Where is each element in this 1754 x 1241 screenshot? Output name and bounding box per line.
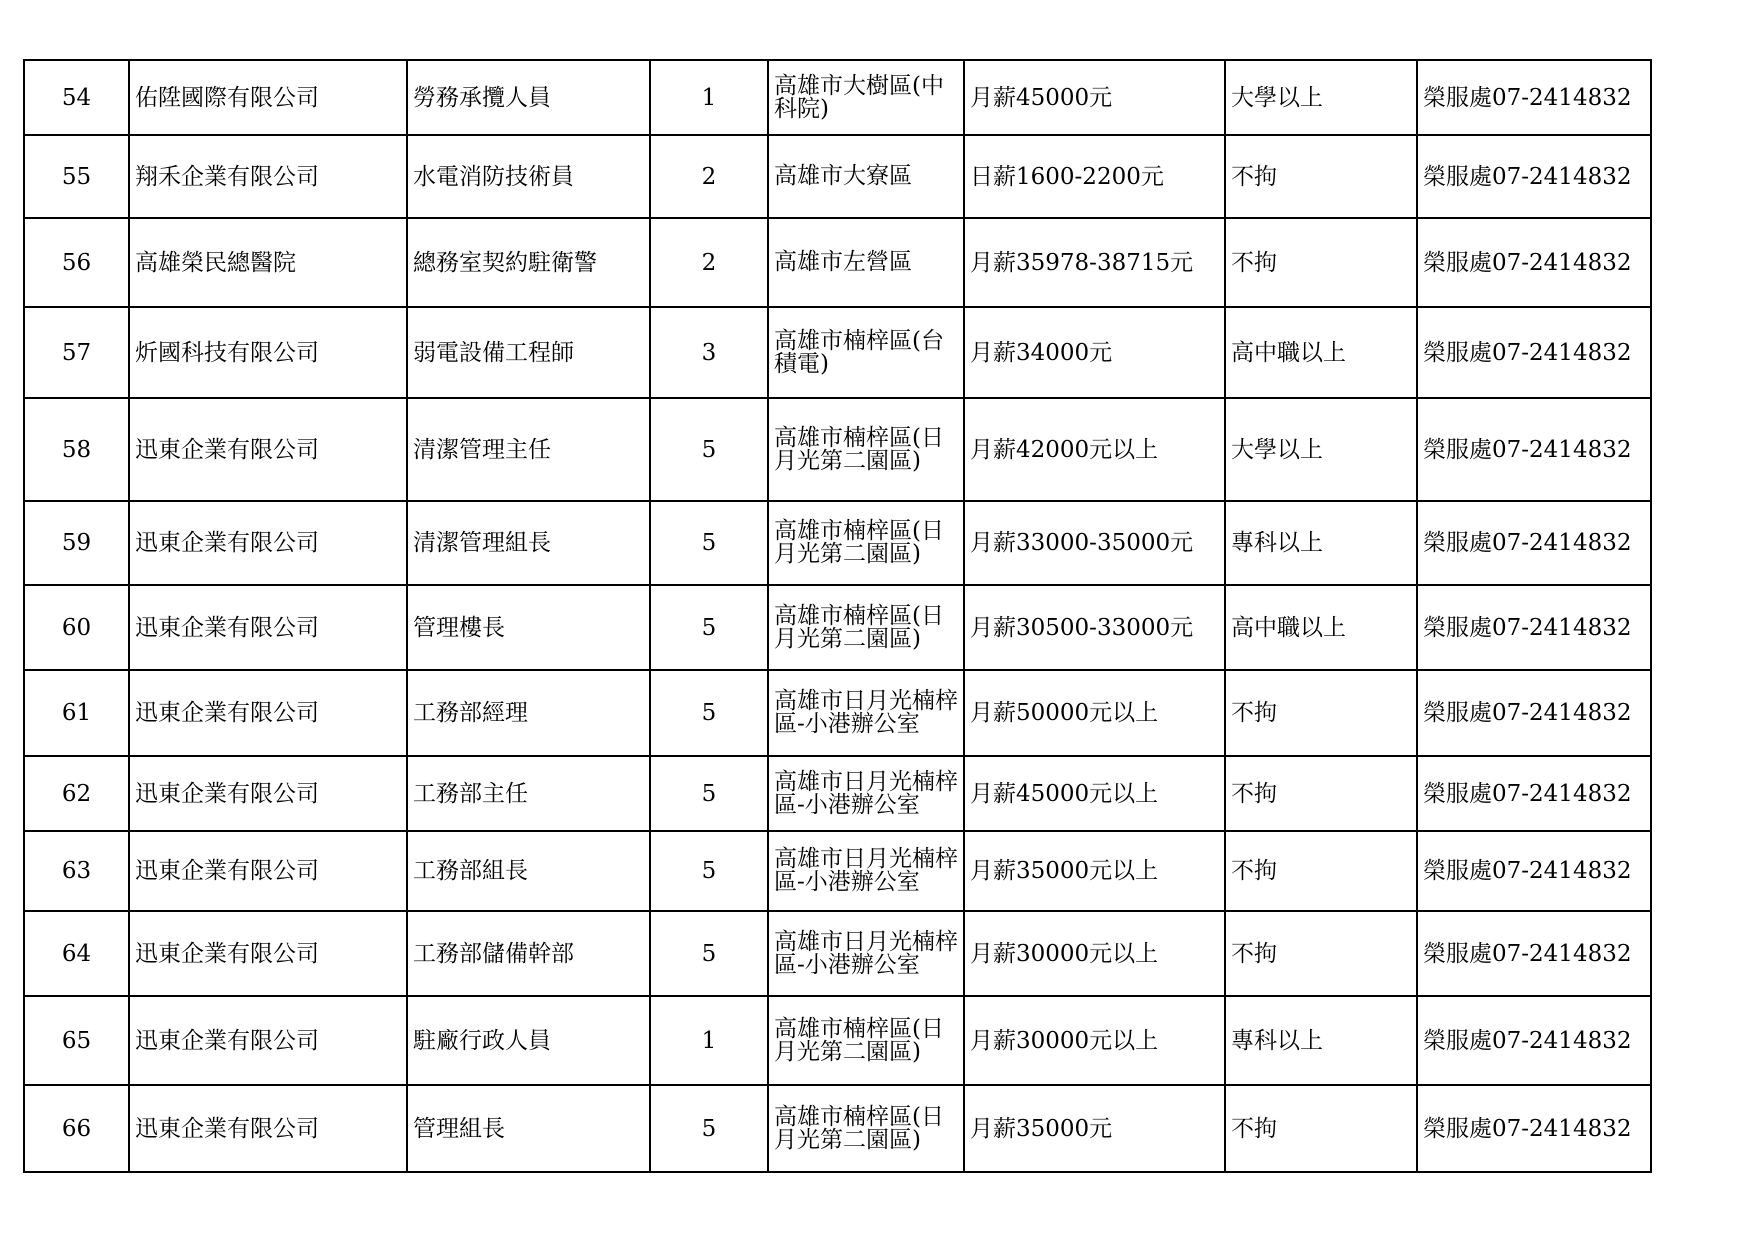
row-number: 66 [24, 1085, 129, 1172]
table-row [24, 307, 1651, 398]
job-title: 總務室契約駐衛警 [407, 218, 650, 307]
row-number: 57 [24, 307, 129, 398]
company-name: 迅東企業有限公司 [129, 501, 407, 585]
job-title: 弱電設備工程師 [407, 307, 650, 398]
row-number: 62 [24, 756, 129, 831]
table-row [24, 831, 1651, 911]
company-name: 迅東企業有限公司 [129, 831, 407, 911]
row-number: 54 [24, 60, 129, 135]
row-number: 63 [24, 831, 129, 911]
education-requirement: 不拘 [1225, 831, 1417, 911]
table-row [24, 218, 1651, 307]
education-requirement: 專科以上 [1225, 501, 1417, 585]
company-name: 迅東企業有限公司 [129, 670, 407, 756]
salary: 月薪34000元 [964, 307, 1225, 398]
contact-info: 榮服處07-2414832 [1417, 135, 1651, 218]
table-row [24, 756, 1651, 831]
work-location: 高雄市日月光楠梓區-小港辦公室 [768, 911, 964, 996]
contact-info: 榮服處07-2414832 [1417, 911, 1651, 996]
salary: 月薪42000元以上 [964, 398, 1225, 501]
openings-count: 1 [650, 996, 768, 1085]
education-requirement: 大學以上 [1225, 398, 1417, 501]
job-title: 清潔管理主任 [407, 398, 650, 501]
salary: 月薪35000元 [964, 1085, 1225, 1172]
openings-count: 2 [650, 218, 768, 307]
table-row [24, 60, 1651, 135]
company-name: 佑陞國際有限公司 [129, 60, 407, 135]
job-title: 工務部經理 [407, 670, 650, 756]
company-name: 迅東企業有限公司 [129, 398, 407, 501]
job-title: 管理組長 [407, 1085, 650, 1172]
company-name: 迅東企業有限公司 [129, 585, 407, 670]
company-name: 迅東企業有限公司 [129, 996, 407, 1085]
education-requirement: 不拘 [1225, 218, 1417, 307]
table-row [24, 670, 1651, 756]
education-requirement: 不拘 [1225, 911, 1417, 996]
work-location: 高雄市左營區 [768, 218, 964, 307]
salary: 月薪50000元以上 [964, 670, 1225, 756]
job-listing-table [23, 59, 1652, 1173]
job-title: 清潔管理組長 [407, 501, 650, 585]
education-requirement: 大學以上 [1225, 60, 1417, 135]
contact-info: 榮服處07-2414832 [1417, 307, 1651, 398]
table-row [24, 585, 1651, 670]
salary: 月薪35000元以上 [964, 831, 1225, 911]
company-name: 炘國科技有限公司 [129, 307, 407, 398]
work-location: 高雄市日月光楠梓區-小港辦公室 [768, 670, 964, 756]
job-title: 勞務承攬人員 [407, 60, 650, 135]
row-number: 56 [24, 218, 129, 307]
work-location: 高雄市大樹區(中科院) [768, 60, 964, 135]
contact-info: 榮服處07-2414832 [1417, 670, 1651, 756]
table-row [24, 501, 1651, 585]
company-name: 迅東企業有限公司 [129, 911, 407, 996]
openings-count: 5 [650, 831, 768, 911]
salary: 月薪30000元以上 [964, 911, 1225, 996]
table-row [24, 1085, 1651, 1172]
row-number: 58 [24, 398, 129, 501]
row-number: 60 [24, 585, 129, 670]
education-requirement: 專科以上 [1225, 996, 1417, 1085]
contact-info: 榮服處07-2414832 [1417, 1085, 1651, 1172]
contact-info: 榮服處07-2414832 [1417, 585, 1651, 670]
work-location: 高雄市楠梓區(日月光第二園區) [768, 1085, 964, 1172]
job-title: 管理樓長 [407, 585, 650, 670]
openings-count: 3 [650, 307, 768, 398]
openings-count: 5 [650, 911, 768, 996]
education-requirement: 不拘 [1225, 670, 1417, 756]
work-location: 高雄市楠梓區(日月光第二園區) [768, 398, 964, 501]
table-row [24, 135, 1651, 218]
contact-info: 榮服處07-2414832 [1417, 996, 1651, 1085]
contact-info: 榮服處07-2414832 [1417, 218, 1651, 307]
openings-count: 2 [650, 135, 768, 218]
work-location: 高雄市楠梓區(日月光第二園區) [768, 996, 964, 1085]
openings-count: 5 [650, 670, 768, 756]
education-requirement: 不拘 [1225, 756, 1417, 831]
salary: 月薪30500-33000元 [964, 585, 1225, 670]
row-number: 59 [24, 501, 129, 585]
salary: 月薪30000元以上 [964, 996, 1225, 1085]
salary: 月薪45000元以上 [964, 756, 1225, 831]
company-name: 迅東企業有限公司 [129, 756, 407, 831]
openings-count: 5 [650, 1085, 768, 1172]
contact-info: 榮服處07-2414832 [1417, 831, 1651, 911]
salary: 日薪1600-2200元 [964, 135, 1225, 218]
company-name: 迅東企業有限公司 [129, 1085, 407, 1172]
table-row [24, 996, 1651, 1085]
company-name: 翔禾企業有限公司 [129, 135, 407, 218]
contact-info: 榮服處07-2414832 [1417, 398, 1651, 501]
education-requirement: 高中職以上 [1225, 307, 1417, 398]
job-title: 工務部儲備幹部 [407, 911, 650, 996]
row-number: 65 [24, 996, 129, 1085]
education-requirement: 不拘 [1225, 135, 1417, 218]
work-location: 高雄市大寮區 [768, 135, 964, 218]
table-row [24, 398, 1651, 501]
company-name: 高雄榮民總醫院 [129, 218, 407, 307]
openings-count: 5 [650, 756, 768, 831]
contact-info: 榮服處07-2414832 [1417, 60, 1651, 135]
job-listing-body [24, 60, 1651, 1172]
salary: 月薪33000-35000元 [964, 501, 1225, 585]
work-location: 高雄市日月光楠梓區-小港辦公室 [768, 831, 964, 911]
job-title: 工務部組長 [407, 831, 650, 911]
work-location: 高雄市楠梓區(日月光第二園區) [768, 585, 964, 670]
openings-count: 5 [650, 398, 768, 501]
openings-count: 5 [650, 501, 768, 585]
row-number: 64 [24, 911, 129, 996]
work-location: 高雄市楠梓區(台積電) [768, 307, 964, 398]
row-number: 55 [24, 135, 129, 218]
job-title: 水電消防技術員 [407, 135, 650, 218]
openings-count: 5 [650, 585, 768, 670]
openings-count: 1 [650, 60, 768, 135]
job-title: 駐廠行政人員 [407, 996, 650, 1085]
row-number: 61 [24, 670, 129, 756]
education-requirement: 高中職以上 [1225, 585, 1417, 670]
salary: 月薪35978-38715元 [964, 218, 1225, 307]
work-location: 高雄市日月光楠梓區-小港辦公室 [768, 756, 964, 831]
contact-info: 榮服處07-2414832 [1417, 756, 1651, 831]
table-row [24, 911, 1651, 996]
job-title: 工務部主任 [407, 756, 650, 831]
work-location: 高雄市楠梓區(日月光第二園區) [768, 501, 964, 585]
contact-info: 榮服處07-2414832 [1417, 501, 1651, 585]
salary: 月薪45000元 [964, 60, 1225, 135]
education-requirement: 不拘 [1225, 1085, 1417, 1172]
